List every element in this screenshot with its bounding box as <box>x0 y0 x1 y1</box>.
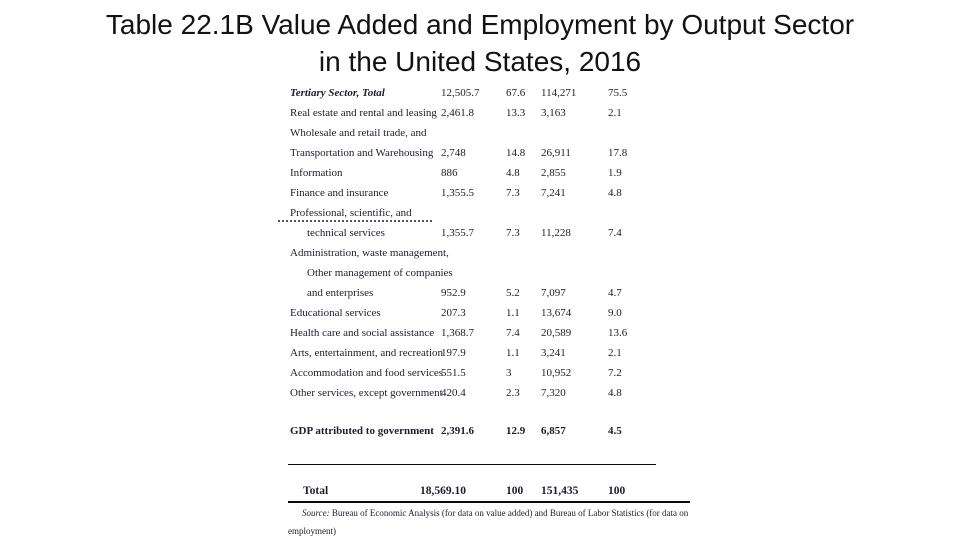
row-value-added: 952.9 <box>441 287 466 299</box>
row-value-added: 2,748 <box>441 147 466 159</box>
row-employment-pct: 75.5 <box>608 87 628 99</box>
row-value-added-pct: 1.1 <box>506 307 520 319</box>
row-label: Other services, except government <box>290 387 443 399</box>
row-label: Real estate and rental and leasing <box>290 107 437 119</box>
row-value-added-pct: 14.8 <box>506 147 526 159</box>
rule-above-total <box>288 464 656 465</box>
row-employment-pct: 4.8 <box>608 187 622 199</box>
row-label: Other management of companies <box>307 267 453 279</box>
table-row <box>288 144 708 164</box>
table-row <box>288 264 708 284</box>
row-employment: 11,228 <box>541 227 571 239</box>
row-value-added: 197.9 <box>441 347 466 359</box>
rule-below-total <box>288 501 690 503</box>
row-employment: 7,097 <box>541 287 566 299</box>
title-line-1: Table 22.1B Value Added and Employment by Output Sector <box>105 9 855 40</box>
row-value-added: 420.4 <box>441 387 466 399</box>
source-note-line-1 <box>288 504 708 522</box>
row-value-added-pct: 5.2 <box>506 287 520 299</box>
row-employment-pct: 13.6 <box>608 327 628 339</box>
row-employment: 114,271 <box>541 87 577 99</box>
row-employment: 13,674 <box>541 307 572 319</box>
row-label: Health care and social assistance <box>290 327 435 339</box>
row-value-added: 2,391.6 <box>441 425 474 437</box>
row-label: Professional, scientific, and <box>290 207 412 219</box>
row-value-added-pct: 12.9 <box>506 425 526 437</box>
row-employment: 151,435 <box>541 485 579 497</box>
row-label: Administration, waste management, <box>290 247 449 259</box>
row-employment: 10,952 <box>541 367 572 379</box>
row-employment-pct: 4.7 <box>608 287 622 299</box>
row-employment-pct: 1.9 <box>608 167 622 179</box>
row-label: Educational services <box>290 307 381 319</box>
row-label: Wholesale and retail trade, and <box>290 127 427 139</box>
row-employment: 20,589 <box>541 327 572 339</box>
table-row <box>288 184 708 204</box>
row-label: and enterprises <box>307 287 374 299</box>
table-row <box>288 324 708 344</box>
row-label: Finance and insurance <box>290 187 389 199</box>
row-employment: 7,241 <box>541 187 566 199</box>
row-employment-pct: 7.2 <box>608 367 622 379</box>
source-note-line-2: employment) <box>288 526 336 536</box>
slide-title <box>0 6 960 80</box>
row-value-added: 886 <box>441 167 458 179</box>
table-row <box>288 304 708 324</box>
row-employment-pct: 9.0 <box>608 307 622 319</box>
sector-table <box>288 84 708 404</box>
row-label: Tertiary Sector, Total <box>290 87 385 99</box>
table-row <box>288 104 708 124</box>
row-value-added: 207.3 <box>441 307 466 319</box>
row-label: Total <box>303 485 329 497</box>
row-label: GDP attributed to government <box>290 425 434 437</box>
row-employment-pct: 7.4 <box>608 227 622 239</box>
row-label: technical services <box>307 227 385 239</box>
dotted-divider <box>278 220 432 222</box>
row-employment-pct: 4.8 <box>608 387 622 399</box>
row-value-added-pct: 7.4 <box>506 327 520 339</box>
row-value-added: 1,355.5 <box>441 187 474 199</box>
row-value-added: 551.5 <box>441 367 466 379</box>
table-row-total <box>288 482 708 502</box>
table-row <box>288 284 708 304</box>
row-value-added: 12,505.7 <box>441 87 480 99</box>
table-row <box>288 344 708 364</box>
row-value-added-pct: 7.3 <box>506 187 520 199</box>
table-row <box>288 244 708 264</box>
source-text: Bureau of Economic Analysis (for data on value added) and Bureau of Labor Statistics (for data on <box>329 508 689 518</box>
row-value-added-pct: 67.6 <box>506 87 526 99</box>
table-row <box>288 364 708 384</box>
row-employment-pct: 4.5 <box>608 425 622 437</box>
row-value-added: 1,355.7 <box>441 227 474 239</box>
row-value-added-pct: 3 <box>506 367 512 379</box>
row-employment-pct: 17.8 <box>608 147 628 159</box>
table-row <box>288 124 708 144</box>
table-row-gdp-government <box>288 422 708 442</box>
row-employment-pct: 2.1 <box>608 107 622 119</box>
row-value-added: 1,368.7 <box>441 327 474 339</box>
table-row <box>288 384 708 404</box>
row-value-added: 18,569.10 <box>420 485 466 497</box>
row-employment-pct: 100 <box>608 485 626 497</box>
row-value-added-pct: 7.3 <box>506 227 520 239</box>
row-value-added: 2,461.8 <box>441 107 474 119</box>
source-label: Source: <box>302 508 330 518</box>
row-value-added-pct: 1.1 <box>506 347 520 359</box>
row-label: Accommodation and food services <box>290 367 444 379</box>
source-note <box>288 504 708 540</box>
row-employment-pct: 2.1 <box>608 347 622 359</box>
row-label: Transportation and Warehousing <box>290 147 434 159</box>
table-row <box>288 84 708 104</box>
row-employment: 7,320 <box>541 387 566 399</box>
row-employment: 3,163 <box>541 107 566 119</box>
row-employment: 26,911 <box>541 147 571 159</box>
row-label: Information <box>290 167 343 179</box>
row-employment: 6,857 <box>541 425 566 437</box>
table-row <box>288 164 708 184</box>
title-line-2: in the United States, 2016 <box>318 46 642 77</box>
row-employment: 2,855 <box>541 167 566 179</box>
row-value-added-pct: 4.8 <box>506 167 520 179</box>
row-employment: 3,241 <box>541 347 566 359</box>
row-value-added-pct: 13.3 <box>506 107 526 119</box>
row-label: Arts, entertainment, and recreation <box>290 347 444 359</box>
row-value-added-pct: 100 <box>506 485 524 497</box>
row-value-added-pct: 2.3 <box>506 387 520 399</box>
table-row <box>288 224 708 244</box>
